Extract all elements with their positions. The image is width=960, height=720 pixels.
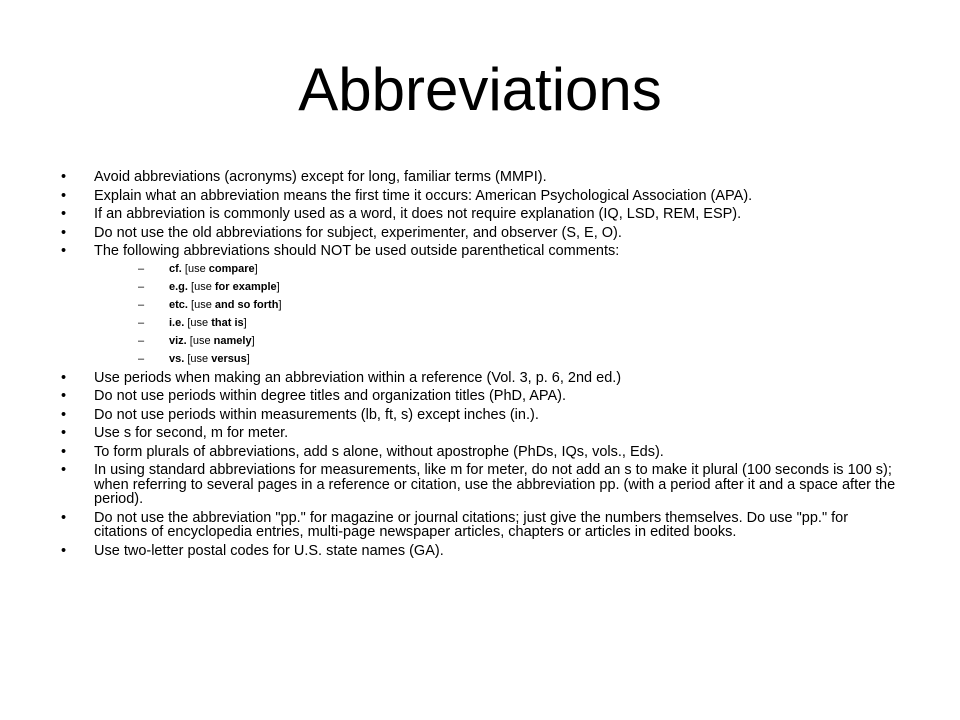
bullet-text: Use two-letter postal codes for U.S. state names (GA).: [94, 542, 444, 559]
bullet-text: Use s for second, m for meter.: [94, 425, 289, 441]
dash-marker: –: [138, 262, 145, 275]
sub-item: [94, 335, 900, 348]
bullet-dot: •: [61, 206, 67, 222]
sub-item: [94, 281, 900, 294]
bullet-item: [60, 244, 900, 366]
bracket-close: ]: [251, 334, 255, 347]
bullet-dot: •: [61, 406, 67, 423]
bullet-item: [60, 226, 900, 241]
dash-marker: –: [138, 352, 145, 365]
abbreviation: e.g.: [169, 280, 188, 293]
bracket-close: ]: [278, 298, 282, 311]
bullet-text: Do not use the old abbreviations for subject, experimenter, and observer (S, E, O).: [94, 224, 622, 241]
bracket-close: ]: [254, 262, 258, 275]
dash-marker: –: [138, 298, 145, 311]
dash-marker: –: [138, 316, 145, 329]
bullet-text: Use periods when making an abbreviation within a reference (Vol. 3, p. 6, 2nd ed.): [94, 369, 622, 386]
bullet-dot: •: [61, 443, 67, 460]
bracket-close: ]: [246, 352, 250, 365]
bullet-text: In using standard abbreviations for measurements, like m for meter, do not add an s to make it plural (100 seconds is 100 s); when referring to several pages in a reference or citation, use the abbreviation pp. (with a period after it and a space after the period).: [94, 462, 896, 507]
sub-list: [94, 263, 900, 366]
bullet-dot: •: [61, 243, 67, 259]
bullet-text: Do not use the abbreviation "pp." for magazine or journal citations; just give the numbers themselves. Do use "pp." for citations of encyclopedia entries, multi-page newspaper articles, chapters or articles in edited books.: [94, 509, 849, 540]
use-prefix: [use: [184, 262, 209, 275]
bullet-dot: •: [61, 369, 67, 386]
bullet-text: Explain what an abbreviation means the first time it occurs: American Psychological Association (APA).: [94, 187, 753, 204]
bullet-text: The following abbreviations should NOT be used outside parenthetical comments:: [94, 243, 620, 259]
abbreviation: i.e.: [169, 316, 185, 329]
bullet-item: [60, 371, 900, 386]
sub-item: [94, 263, 900, 276]
sub-item: [94, 299, 900, 312]
sub-item: [94, 317, 900, 330]
bullet-dot: •: [61, 425, 67, 441]
sub-item: [94, 353, 900, 366]
use-prefix: [use: [187, 316, 212, 329]
abbreviation: cf.: [169, 262, 182, 275]
bullet-item: [60, 426, 900, 441]
meaning: compare: [208, 262, 255, 275]
use-prefix: [use: [191, 298, 215, 311]
bullet-dot: •: [61, 169, 67, 185]
meaning: that is: [211, 316, 244, 329]
meaning: and so forth: [214, 298, 279, 311]
use-prefix: [use: [191, 280, 215, 293]
bullet-text: Do not use periods within measurements (lb, ft, s) except inches (in.).: [94, 406, 539, 423]
abbreviation: viz.: [169, 334, 187, 347]
dash-marker: –: [138, 280, 145, 293]
dash-marker: –: [138, 334, 145, 347]
bullet-list: [60, 170, 900, 562]
slide-title: Abbreviations: [298, 56, 662, 123]
meaning: versus: [211, 352, 247, 365]
bullet-text: Avoid abbreviations (acronyms) except for long, familiar terms (MMPI).: [94, 169, 547, 185]
bullet-item: [60, 207, 900, 222]
bullet-item: [60, 189, 900, 204]
use-prefix: [use: [189, 334, 214, 347]
bullet-text: To form plurals of abbreviations, add s alone, without apostrophe (PhDs, IQs, vols., Eds).: [94, 443, 664, 460]
bullet-dot: •: [61, 542, 67, 559]
bullet-item: [60, 445, 900, 460]
meaning: namely: [213, 334, 252, 347]
bullet-item: [60, 170, 900, 185]
abbreviation: etc.: [169, 298, 188, 311]
bullet-dot: •: [61, 224, 67, 241]
meaning: for example: [214, 280, 277, 293]
bullet-text: Do not use periods within degree titles and organization titles (PhD, APA).: [94, 388, 567, 404]
bracket-close: ]: [276, 280, 280, 293]
bracket-close: ]: [243, 316, 247, 329]
bullet-item: [60, 463, 900, 507]
bullet-dot: •: [61, 509, 67, 526]
bullet-dot: •: [61, 388, 67, 404]
bullet-text: If an abbreviation is commonly used as a word, it does not require explanation (IQ, LSD, REM, ESP).: [94, 206, 742, 222]
bullet-dot: •: [61, 462, 67, 478]
bullet-dot: •: [61, 187, 67, 204]
bullet-item: [60, 511, 900, 540]
bullet-item: [60, 389, 900, 404]
use-prefix: [use: [187, 352, 212, 365]
bullet-item: [60, 408, 900, 423]
abbreviation: vs.: [169, 352, 185, 365]
bullet-item: [60, 544, 900, 559]
